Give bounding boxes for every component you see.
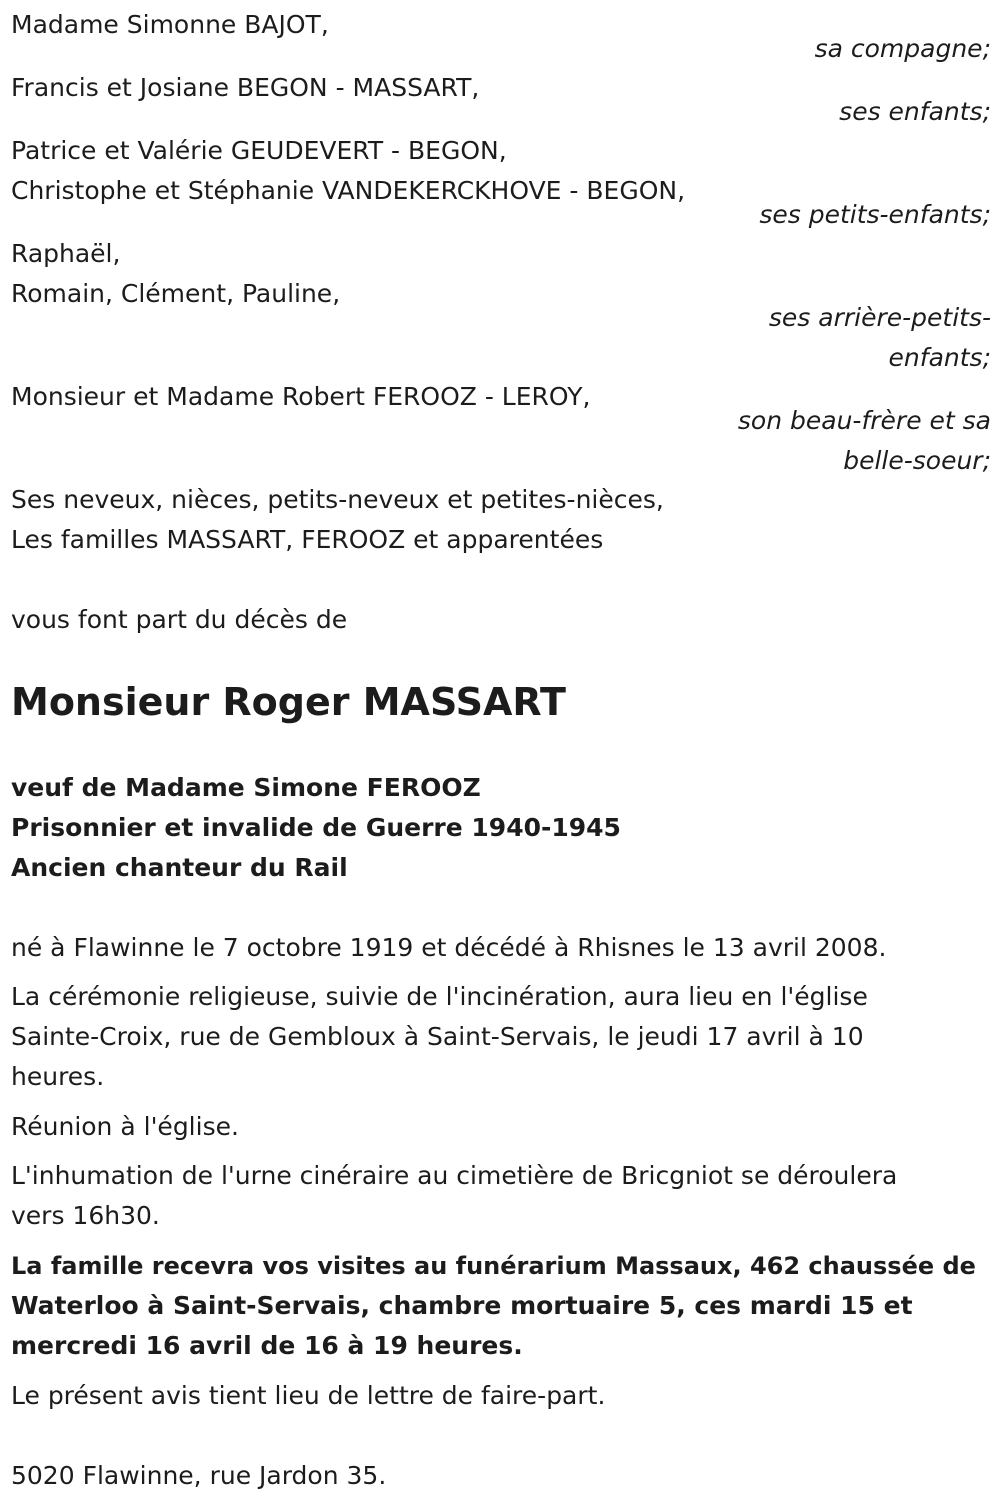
visits-line-2: Waterloo à Saint-Servais, chambre mortuaire 5, ces mardi 15 et	[11, 1291, 913, 1320]
visits-line-3: mercredi 16 avril de 16 à 19 heures.	[11, 1331, 523, 1360]
burial-line-1: L'inhumation de l'urne cinéraire au cimetière de Bricgniot se déroulera	[11, 1161, 898, 1190]
announcement: vous font part du décès de	[11, 605, 348, 634]
in-laws-role-line-1: son beau-frère et sa	[737, 406, 991, 435]
deceased-detail-2: Prisonnier et invalide de Guerre 1940-1945	[11, 813, 621, 842]
others-line-2: Les familles MASSART, FEROOZ et apparentées	[11, 525, 604, 554]
grandchildren-role: ses petits-enfants;	[759, 200, 991, 229]
deceased-detail-1: veuf de Madame Simone FEROOZ	[11, 773, 481, 802]
great-grandchildren-line-2: Romain, Clément, Pauline,	[11, 279, 341, 308]
great-grandchildren-role-line-1: ses arrière-petits-	[768, 303, 991, 332]
ceremony-line-2: Sainte-Croix, rue de Gembloux à Saint-Servais, le jeudi 17 avril à 10	[11, 1022, 864, 1051]
deceased-detail-3: Ancien chanteur du Rail	[11, 853, 348, 882]
grandchildren-line-2: Christophe et Stéphanie VANDEKERCKHOVE - BEGON,	[11, 176, 686, 205]
deceased-name: Monsieur Roger MASSART	[11, 680, 566, 724]
meeting: Réunion à l'église.	[11, 1112, 239, 1141]
great-grandchildren-line-1: Raphaël,	[11, 239, 121, 268]
burial-line-2: vers 16h30.	[11, 1201, 160, 1230]
notice: Le présent avis tient lieu de lettre de faire-part.	[11, 1381, 606, 1410]
grandchildren-line-1: Patrice et Valérie GEUDEVERT - BEGON,	[11, 136, 507, 165]
ceremony-line-1: La cérémonie religieuse, suivie de l'incinération, aura lieu en l'église	[11, 982, 868, 1011]
address: 5020 Flawinne, rue Jardon 35.	[11, 1461, 387, 1490]
visits-line-1: La famille recevra vos visites au funérarium Massaux, 462 chaussée de	[11, 1252, 976, 1280]
children-role: ses enfants;	[839, 97, 991, 126]
companion-role: sa compagne;	[814, 34, 991, 63]
children-name: Francis et Josiane BEGON - MASSART,	[11, 73, 480, 102]
great-grandchildren-role-line-2: enfants;	[888, 343, 991, 372]
birth-death: né à Flawinne le 7 octobre 1919 et décédé à Rhisnes le 13 avril 2008.	[11, 933, 887, 962]
others-line-1: Ses neveux, nièces, petits-neveux et petites-nièces,	[11, 485, 664, 514]
ceremony-line-3: heures.	[11, 1062, 105, 1091]
companion-name: Madame Simonne BAJOT,	[11, 10, 329, 39]
in-laws-role-line-2: belle-soeur;	[843, 446, 991, 475]
in-laws-name: Monsieur et Madame Robert FEROOZ - LEROY,	[11, 382, 591, 411]
